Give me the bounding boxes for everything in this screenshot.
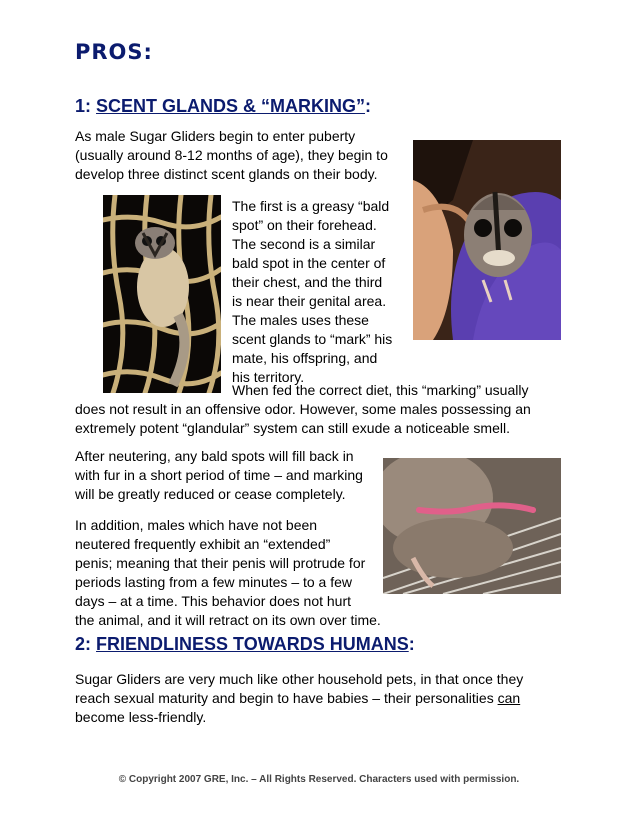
text-line: As male Sugar Gliders begin to enter puberty [75,128,356,144]
text-line: Sugar Gliders are very much like other household pets, in that once they [75,671,524,687]
friendliness-paragraph [75,670,523,727]
pros-heading: PROS: [75,40,153,64]
glider-on-cage-image [383,458,561,594]
text-span: reach sexual maturity and begin to have babies – their personalities [75,690,498,706]
section-1-heading [75,96,371,117]
glider-on-cage-photo [383,458,561,594]
section-2-heading [75,634,415,655]
extended-paragraph [75,516,381,630]
text-line: their chest, and the third [232,274,383,290]
text-line: does not result in an offensive odor. However, some males possessing an [75,401,531,417]
text-line: days – at a time. This behavior does not hurt [75,593,352,609]
text-line: The males uses these [232,312,369,328]
text-line: extremely potent “glandular” system can still exude a noticeable smell. [75,420,510,436]
neutering-paragraph [75,447,363,504]
text-line: bald spot in the center of [232,255,386,271]
text-line: mate, his offspring, and [232,350,378,366]
text-line: periods lasting from a few minutes – to a few [75,574,353,590]
section-2-title: FRIENDLINESS TOWARDS HUMANS [96,634,409,654]
section-1-colon: : [365,96,372,116]
section-1-number: 1: [75,96,92,116]
section-2-colon: : [408,634,415,654]
section-1-title: SCENT GLANDS & “MARKING” [96,96,366,116]
text-line: is near their genital area. [232,293,387,309]
glider-on-rope-photo [103,195,221,393]
glider-in-hand-image [413,140,561,340]
intro-paragraph [75,127,388,184]
glider-on-rope-image [103,195,221,393]
text-line: In addition, males which have not been [75,517,318,533]
section-2-number: 2: [75,634,92,654]
underlined-word: can [497,690,521,706]
glider-in-hand-photo [413,140,561,340]
text-line: will be greatly reduced or cease completely. [75,486,346,502]
copyright-footer: © Copyright 2007 GRE, Inc. – All Rights Reserved. Characters used with permission. [118,774,520,785]
text-line: spot” on their forehead. [232,217,377,233]
scent-gland-paragraph [232,197,392,387]
diet-paragraph [75,400,531,438]
text-line: After neutering, any bald spots will fill back in [75,448,354,464]
text-line: penis; meaning that their penis will protrude for [75,555,366,571]
text-line: (usually around 8-12 months of age), they begin to [75,147,388,163]
text-line: The second is a similar [232,236,376,252]
text-line: his territory. [232,369,305,385]
text-line: scent glands to “mark” his [232,331,393,347]
text-line: the animal, and it will retract on its own over time. [75,612,381,628]
text-line: neutered frequently exhibit an “extended” [75,536,331,552]
text-line [75,689,523,708]
text-line: The first is a greasy “bald [232,198,390,214]
diet-line-1: When fed the correct diet, this “marking” usually [232,382,529,398]
text-line: with fur in a short period of time – and marking [75,467,363,483]
text-line: become less-friendly. [75,709,207,725]
text-line: develop three distinct scent glands on their body. [75,166,378,182]
